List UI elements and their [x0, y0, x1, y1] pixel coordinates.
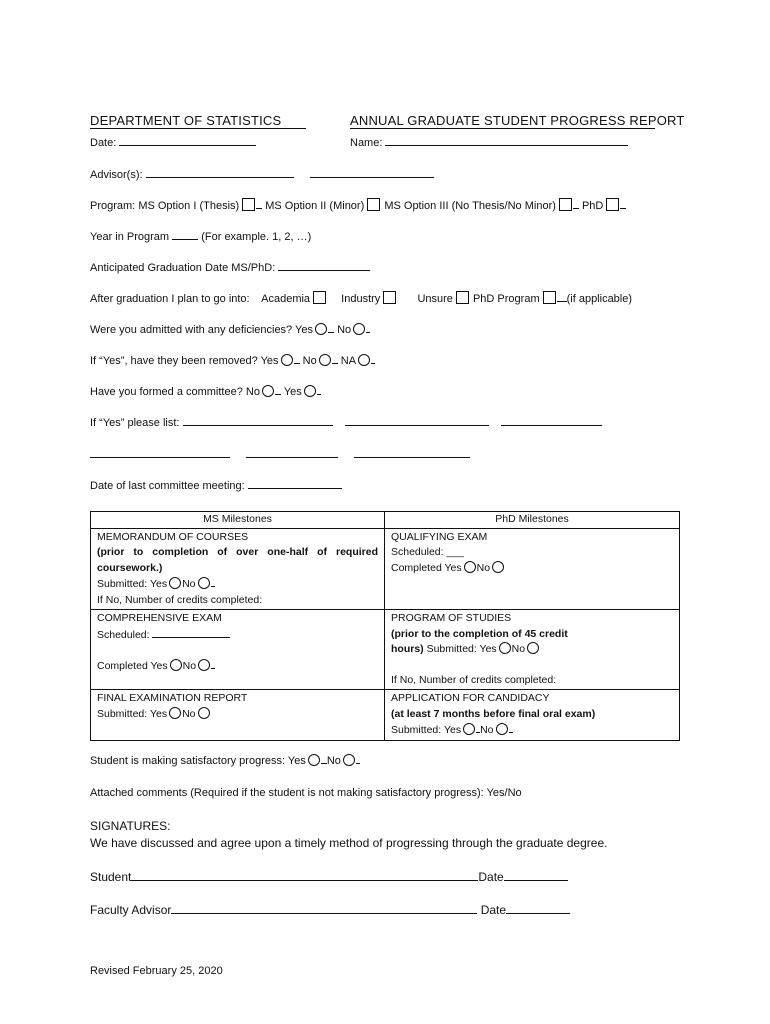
department-title: DEPARTMENT OF STATISTICS [90, 114, 306, 129]
qualifying-exam-no-radio[interactable] [492, 561, 504, 573]
qualifying-exam-cell [385, 528, 680, 610]
program-of-studies-cell [385, 610, 680, 690]
qualifying-exam-yes-label: Yes [444, 561, 462, 574]
memorandum-note: (prior to completion of over one-half of required coursework.) [97, 546, 378, 574]
milestones-row-1 [91, 528, 680, 610]
year-hint: (For example. 1, 2, …) [201, 231, 312, 243]
qualifying-exam-title: QUALIFYING EXAM [391, 530, 488, 543]
deficiencies-yes-label: Yes [295, 324, 313, 336]
qualifying-exam-completed-label: Completed [391, 561, 442, 574]
date-label: Date: [90, 137, 117, 149]
committee-list-row-2 [90, 447, 470, 462]
memorandum-yes-label: Yes [149, 578, 168, 590]
comprehensive-exam-scheduled-row [97, 627, 378, 644]
final-exam-cell [91, 690, 385, 741]
candidacy-note: (at least 7 months before final oral exam) [391, 707, 596, 720]
phd-program-checkbox[interactable] [543, 291, 556, 304]
final-exam-submitted-label: Submitted: [97, 707, 148, 720]
attached-comments: Attached comments (Required if the student is not making satisfactory progress): Yes/No [90, 787, 522, 799]
candidacy-title: APPLICATION FOR CANDIDACY [391, 692, 550, 704]
graduation-date-label: Anticipated Graduation Date MS/PhD: [90, 262, 276, 274]
milestones-row-2 [91, 610, 680, 690]
phd-milestones-header: PhD Milestones [385, 512, 680, 529]
faculty-advisor-label: Faculty Advisor [90, 903, 172, 917]
graduation-date-row [90, 260, 370, 275]
advisor-date-label: Date [480, 903, 507, 917]
final-exam-no-radio[interactable] [198, 707, 210, 719]
removed-no-label: No [302, 355, 317, 367]
deficiencies-yes-radio[interactable] [315, 323, 327, 335]
advisor-date-field[interactable] [506, 903, 570, 914]
committee-yes-label: Yes [283, 386, 302, 398]
deficiencies-no-label: No [337, 324, 352, 336]
final-exam-yes-radio[interactable] [169, 707, 181, 719]
year-field[interactable] [172, 229, 198, 240]
removed-row [90, 353, 375, 368]
candidacy-no-label: No [480, 724, 494, 736]
satisfactory-label: Student is making satisfactory progress: [90, 755, 286, 767]
student-signature-row [90, 870, 568, 884]
advisor-field-2[interactable] [310, 167, 434, 178]
memorandum-no-label: No [182, 578, 196, 590]
comprehensive-exam-yes-radio[interactable] [170, 659, 182, 671]
committee-no-label: No [245, 386, 260, 398]
program-option-4: PhD [581, 200, 604, 212]
milestones-header-row [91, 512, 680, 529]
memorandum-title: MEMORANDUM OF COURSES [97, 530, 249, 543]
graduation-date-field[interactable] [278, 260, 370, 271]
removed-no-radio[interactable] [319, 354, 331, 366]
date-row [90, 135, 256, 150]
year-label: Year in Program [90, 231, 170, 243]
program-option-1: MS Option I (Thesis) [138, 200, 240, 212]
satisfactory-row [90, 753, 360, 768]
qualifying-exam-completed-row [391, 561, 673, 577]
comprehensive-exam-no-radio[interactable] [198, 659, 210, 671]
committee-member-field-5[interactable] [246, 447, 338, 458]
program-option-3-checkbox[interactable] [559, 198, 572, 211]
program-of-studies-submitted-row [391, 642, 673, 658]
comprehensive-exam-completed-row [97, 658, 378, 675]
comprehensive-exam-scheduled-label: Scheduled: [97, 628, 150, 641]
academia-checkbox[interactable] [313, 291, 326, 304]
report-title: ANNUAL GRADUATE STUDENT PROGRESS REPORT [350, 113, 685, 128]
student-date-label: Date [478, 870, 504, 884]
candidacy-submitted-row [391, 722, 673, 739]
comprehensive-exam-yes-label: Yes [150, 660, 168, 672]
advisor-field-1[interactable] [146, 167, 294, 178]
committee-yes-radio[interactable] [304, 385, 316, 397]
student-label: Student [90, 870, 132, 884]
committee-list-row [90, 415, 602, 430]
deficiencies-no-radio[interactable] [353, 323, 365, 335]
committee-member-field-4[interactable] [90, 447, 230, 458]
program-of-studies-credits-label: If No, Number of credits completed: [391, 673, 557, 686]
ms-milestones-header: MS Milestones [91, 512, 385, 529]
program-of-studies-title: PROGRAM OF STUDIES [391, 612, 512, 624]
advisor-signature-field[interactable] [171, 903, 477, 914]
committee-member-field-3[interactable] [501, 415, 602, 426]
unsure-checkbox[interactable] [456, 291, 469, 304]
memorandum-no-radio[interactable] [198, 577, 210, 589]
if-applicable-note: (if applicable) [566, 293, 633, 305]
comprehensive-exam-title: COMPREHENSIVE EXAM [97, 612, 222, 624]
committee-member-field-6[interactable] [354, 447, 470, 458]
last-meeting-row [90, 478, 342, 493]
signatures-title: SIGNATURES: [90, 819, 171, 833]
academia-option: Academia [261, 293, 311, 305]
committee-member-field-2[interactable] [345, 415, 489, 426]
program-of-studies-note-2: hours) [391, 643, 424, 655]
program-option-2-checkbox[interactable] [367, 198, 380, 211]
committee-label: Have you formed a committee? [90, 386, 243, 398]
qualifying-exam-no-label: No [476, 561, 491, 574]
comprehensive-exam-cell [91, 610, 385, 690]
removed-yes-radio[interactable] [281, 354, 293, 366]
committee-member-field-1[interactable] [183, 415, 333, 426]
qualifying-exam-scheduled[interactable]: Scheduled: ___ [391, 546, 464, 558]
program-of-studies-no-label: No [511, 643, 526, 655]
deficiencies-label: Were you admitted with any deficiencies? [90, 324, 293, 336]
memorandum-submitted-row [97, 576, 378, 593]
advisor-row [90, 167, 434, 182]
name-label: Name: [350, 137, 383, 149]
program-of-studies-no-radio[interactable] [527, 642, 539, 654]
program-of-studies-note: (prior to the completion of 45 credit [391, 627, 568, 640]
industry-checkbox[interactable] [383, 291, 396, 304]
satisfactory-no-radio[interactable] [343, 754, 355, 766]
program-option-1-checkbox[interactable] [242, 198, 255, 211]
committee-no-radio[interactable] [262, 385, 274, 397]
candidacy-cell [385, 690, 680, 741]
program-of-studies-submitted-label: Submitted: [426, 643, 477, 655]
committee-list-label: If “Yes” please list: [90, 417, 180, 429]
program-option-4-checkbox[interactable] [606, 198, 619, 211]
after-graduation-row [90, 291, 632, 306]
candidacy-yes-radio[interactable] [463, 723, 475, 735]
deficiencies-row [90, 322, 370, 337]
memorandum-cell [91, 528, 385, 610]
last-meeting-field[interactable] [248, 478, 342, 489]
last-meeting-label: Date of last committee meeting: [90, 480, 245, 492]
program-of-studies-yes-radio[interactable] [499, 642, 511, 654]
satisfactory-no-label: No [326, 755, 341, 767]
student-date-field[interactable] [504, 870, 568, 881]
final-exam-no-label: No [182, 707, 196, 720]
program-label: Program: [90, 200, 136, 212]
unsure-option: Unsure [417, 293, 453, 305]
memorandum-credits-label: If No, Number of credits completed: [97, 593, 263, 606]
after-graduation-label: After graduation I plan to go into: [90, 293, 250, 305]
memorandum-submitted-label: Submitted: [97, 578, 148, 590]
advisor-signature-row [90, 903, 570, 917]
revised-date: Revised February 25, 2020 [90, 965, 223, 977]
removed-yes-label: Yes [260, 355, 279, 367]
program-option-2: MS Option II (Minor) [265, 200, 365, 212]
program-row [90, 198, 626, 213]
comprehensive-exam-completed-label: Completed [97, 660, 148, 672]
date-field[interactable] [119, 135, 256, 146]
candidacy-no-radio[interactable] [496, 723, 508, 735]
name-row [350, 135, 628, 150]
year-row [90, 229, 311, 244]
satisfactory-yes-label: Yes [287, 755, 306, 767]
program-option-3: MS Option III (No Thesis/No Minor) [384, 200, 556, 212]
milestones-row-3 [91, 690, 680, 741]
program-of-studies-yes-label: Yes [479, 643, 497, 655]
candidacy-yes-label: Yes [443, 724, 462, 736]
removed-label: If “Yes”, have they been removed? [90, 355, 258, 367]
advisor-label: Advisor(s): [90, 169, 143, 181]
student-signature-field[interactable] [131, 870, 478, 881]
final-exam-submitted-row [97, 707, 378, 723]
memorandum-yes-radio[interactable] [169, 577, 181, 589]
industry-option: Industry [341, 293, 381, 305]
signatures-statement: We have discussed and agree upon a timely method of progressing through the graduate degree. [90, 836, 608, 850]
removed-na-radio[interactable] [358, 354, 370, 366]
candidacy-submitted-label: Submitted: [391, 724, 442, 736]
phd-program-option: PhD Program [472, 293, 540, 305]
milestones-table [90, 511, 680, 741]
removed-na-label: NA [340, 355, 357, 367]
comprehensive-exam-scheduled-field[interactable] [152, 627, 230, 638]
final-exam-title: FINAL EXAMINATION REPORT [97, 692, 248, 704]
comprehensive-exam-no-label: No [182, 660, 197, 672]
qualifying-exam-yes-radio[interactable] [464, 561, 476, 573]
satisfactory-yes-radio[interactable] [308, 754, 320, 766]
committee-row [90, 384, 321, 399]
final-exam-yes-label: Yes [149, 707, 168, 720]
name-field[interactable] [385, 135, 628, 146]
